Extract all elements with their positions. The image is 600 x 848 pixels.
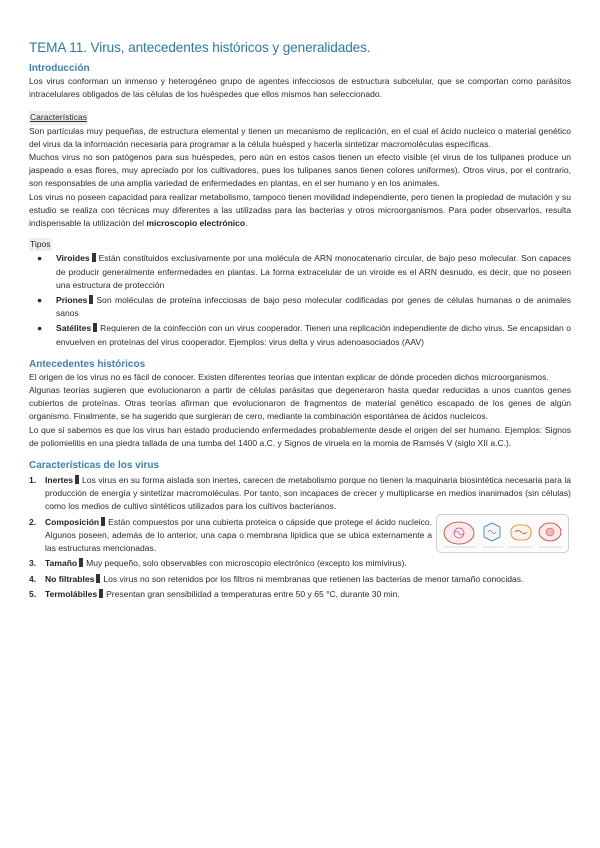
page-title: TEMA 11. Virus, antecedentes históricos y generalidades.	[29, 40, 371, 55]
list-item: 3. Tamaño Muy pequeño, solo observables con microscopio electrónico (excepto los mimivirus).	[29, 558, 407, 569]
caracteristicas-virus-heading: Características de los virus	[29, 460, 160, 472]
intro-paragraph: Los virus conforman un inmenso y heterogéneo grupo de agentes infecciosos de estructura subcelular, que se comportan como parásitos intracelulares obligados de las células de los huéspedes que ellos mismos han seleccionado.	[29, 76, 571, 100]
list-item: 4. No filtrables Los virus no son retenidos por los filtros ni membranas que retienen las bacterias de menor tamaño conocidas.	[29, 573, 524, 584]
caracteristicas-p1: Son partículas muy pequeñas, de estructura elemental y tienen un mecanismo de replicación, en el cual el ácido nucleico o material genético del virus da la información necesaria para programar a la célula huésped y hacerla sintetizar macromoléculas específicas.	[29, 125, 571, 149]
list-item: 2. Composición Están compuestos por una cubierta proteica o cápside que protege el ácido nucleico. Algunos poseen, además de lo anterior, una capa o membrana lipídica que se ubica externamente a las estructuras mencionadas.	[29, 516, 571, 556]
caracteristicas-label: Características	[29, 111, 88, 124]
antecedentes-p1: El origen de los virus no es fácil de conocer. Existen diferentes teorías que intentan explicar de dónde proceden dichos microorganismos.	[29, 371, 549, 382]
intro-heading: Introducción	[29, 63, 90, 74]
caracteristicas-virus-list	[29, 474, 571, 601]
list-item: ● Viroides Están constituidos exclusivamente por una molécula de ARN monocatenario circular, de bajo peso molecular. Son capaces de producir generalmente enfermedades en plantas. La forma extracelular de un viroide es el ARN desnudo, es decir, que no poseen una estructura de protección	[37, 253, 571, 290]
list-item: 1. Inertes Los virus en su forma aislada son inertes, carecen de metabolismo porque no tienen la maquinaria biosintética necesaria para la producción de energía y sintetizar macromoléculas. Por tanto, son incapaces de crecer y multiplicarse en medios inanimados (sin células) como los medios de cultivo sintéticos utilizados para los cultivos bacterianos.	[29, 475, 571, 512]
caracteristicas-p3: Los virus no poseen capacidad para realizar metabolismo, tampoco tienen movilidad independiente, pero tienen la propiedad de mutación y su estudio se realiza con técnicas muy diferentes a las utilizadas para las bacterias y otros microorganismos. Para poder observarlos, resulta indispensable la utilización del microscopio electrónico.	[29, 191, 571, 229]
document-page	[29, 40, 571, 603]
list-item: ● Satélites Requieren de la coinfección con un virus cooperador. Tienen una replicación independiente de dicho virus. Se encapsidan o envuelven en proteínas del virus cooperador. Ejemplos: virus delta y virus adenoasociados (AAV)	[37, 323, 571, 347]
caracteristicas-p2: Muchos virus no son patógenos para sus huéspedes, pero aún en estos casos tienen un efecto visible (el virus de los tulipanes produce un jaspeado a esas flores, muy apreciado por los cultivadores, pues los tulipanes sanos tienen colores uniformes). Otros virus, por el contrario, son responsables de una amplia variedad de enfermedades en plantas, en el ser humano y en los animales.	[29, 152, 571, 189]
list-item: 5. Termolábiles Presentan gran sensibilidad a temperaturas entre 50 y 65 °C, durante 30 min.	[29, 588, 400, 599]
antecedentes-heading: Antecedentes históricos	[29, 358, 146, 370]
list-item: ● Priones Son moléculas de proteína infecciosas de bajo peso molecular codificadas por genes de células humanas o de animales sanos	[37, 295, 571, 319]
tipos-label: Tipos	[29, 238, 52, 251]
antecedentes-p2: Algunas teorías sugieren que evolucionaron a partir de células parásitas que degeneraron hasta quedar reducidas a unos cuantos genes cubiertos de proteínas. Otras teorías afirman que evolucionaron de fragmentos de material genético escapado de los genes de algún organismo. Finalmente, se ha sugerido que surgieran de cero, mediante la combinación espontánea de ácidos nucleicos.	[29, 385, 571, 422]
microscopio-term: microscopio electrónico	[146, 218, 246, 229]
antecedentes-p3: Lo que sí sabemos es que los virus han estado produciendo enfermedades probablemente desde el origen del ser humano. Ejemplos: Signos de poliomielitis en una piedra tallada de una tumba del 1400 a.C. y Signos de viruela en la momia de Ramsés V (siglo XII a.C.).	[29, 424, 571, 448]
virus-structure-figure	[436, 514, 569, 553]
tipos-list	[29, 252, 571, 348]
